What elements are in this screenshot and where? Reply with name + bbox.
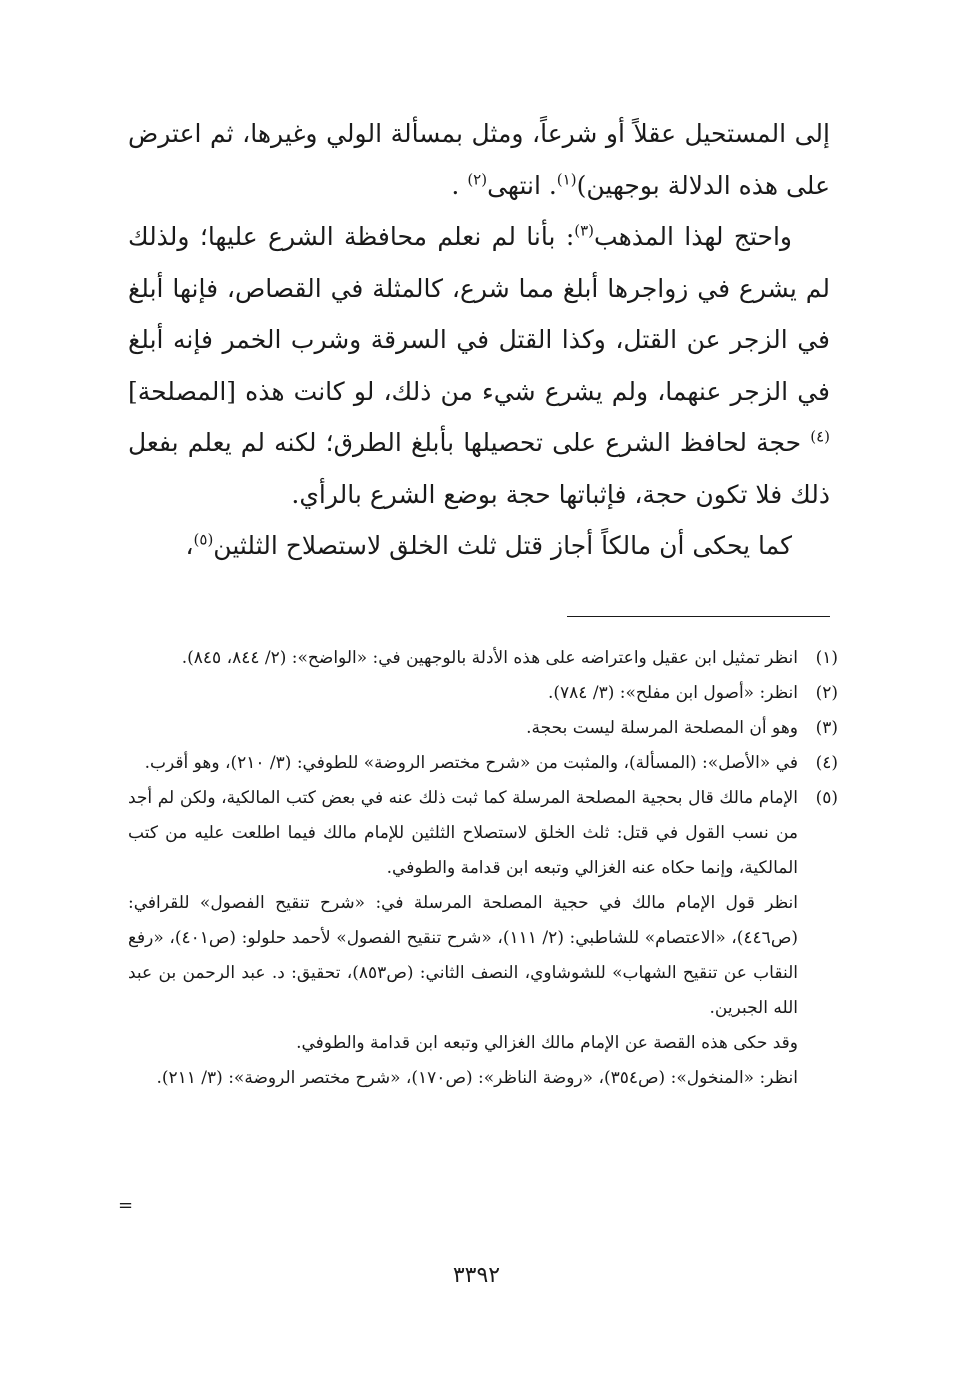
paragraph-3-start: كما يحكى أن مالكاً أجاز قتل ثلث الخلق لاستصلاح الثلثين (213, 531, 792, 560)
footnote-2 (128, 676, 838, 711)
footnote-ref-4[interactable]: (٤) (810, 427, 830, 446)
footnote-paragraph: انظر قول الإمام مالك في حجية المصلحة المرسلة في: «شرح تنقيح الفصول» للقرافي: (ص٤٤٦)، «الاعتصام» للشاطبي: (٢/ ١١١)، «شرح تنقيح الفصول» لأحمد حلولو: (ص٤٠١)، «رفع النقاب عن تنقيح الشهاب» للشوشاوي، النصف الثاني: (ص٨٥٣)، تحقيق: د. عبد الرحمن بن عبد الله الجبرين. (128, 893, 798, 1018)
footnote-divider (567, 616, 830, 617)
footnote-number: (٤) (815, 753, 838, 773)
footnote-text (128, 781, 798, 1096)
page-number: ٣٣٩٢ (452, 1263, 501, 1288)
footnote-text: وهو أن المصلحة المرسلة ليست بحجة. (526, 718, 798, 738)
paragraph-2-middle: : بأنا لم نعلم محافظة الشرع عليها؛ ولذلك لم يشرع في زواجرها أبلغ مما شرع، كالمثلة في القصاص، فإنها أبلغ في الزجر عن القتل، وكذا القتل في السرقة وشرب الخمر فإنه أبلغ في الزجر عنهما، ولم يشرع شيء من ذلك، لو كانت هذه [المصلحة] (128, 222, 831, 406)
footnote-1 (128, 641, 838, 676)
footnote-number: (٥) (815, 788, 838, 808)
paragraph-3 (128, 520, 830, 572)
footnote-3 (128, 711, 838, 746)
footnote-paragraph: وقد حكى هذه القصة عن الإمام مالك الغزالي وتبعه ابن قدامة والطوفي. (296, 1033, 798, 1053)
footnote-paragraph: الإمام مالك قال بحجية المصلحة المرسلة كما ثبت ذلك عنه في بعض كتب المالكية، ولكن لم أجد من نسب القول في قتل: ثلث الخلق لاستصلاح الثلثين للإمام مالك فيما اطلعت عليه من كتب المالكية، وإنما حكاه عنه الغزالي وتبعه ابن قدامة والطوفي. (128, 788, 798, 878)
paragraph-1-end: . (451, 170, 460, 200)
footnote-ref-5[interactable]: (٥) (193, 530, 214, 549)
paragraph-1 (128, 108, 830, 211)
paragraph-1-text: إلى المستحيل عقلاً أو شرعاً، ومثل بمسألة الولي وغيرها، ثم اعترض على هذه الدلالة بوجهين) (128, 119, 830, 200)
footnote-4 (128, 746, 838, 781)
footnote-text: انظر تمثيل ابن عقيل واعتراضه على هذه الأدلة بالوجهين في: «الواضح»: (٢/ ٨٤٤، ٨٤٥). (181, 648, 798, 668)
footnote-number: (٣) (815, 718, 838, 738)
continuation-mark: = (118, 1195, 134, 1216)
footnote-5 (128, 781, 838, 1096)
paragraph-2-end: حجة لحافظ الشرع على تحصيلها بأبلغ الطرق؛ لكنه لم يعلم بفعل ذلك فلا تكون حجة، فإثباتها حجة بوضع الشرع بالرأي. (128, 428, 830, 509)
footnote-number: (٢) (815, 683, 838, 703)
footnote-ref-3[interactable]: (٣) (574, 221, 595, 240)
paragraph-1-middle: . انتهى (487, 170, 557, 200)
footnote-number: (١) (815, 648, 838, 668)
paragraph-3-end: ، (185, 531, 194, 560)
main-text (128, 108, 830, 572)
footnote-ref-1[interactable]: (١) (556, 170, 577, 189)
footnotes-section (128, 641, 838, 1096)
paragraph-2-start: واحتج لهذا المذهب (594, 222, 792, 251)
footnote-paragraph: انظر: «المنخول»: (ص٣٥٤)، «روضة الناظر»: (ص١٧٠)، «شرح مختصر الروضة»: (٣/ ٢١١). (156, 1068, 798, 1088)
footnote-text: انظر: «أصول ابن مفلح»: (٣/ ٧٨٤). (547, 683, 798, 703)
footnote-ref-2[interactable]: (٢) (467, 170, 488, 189)
footnote-text: في «الأصل»: (المسألة)، والمثبت من «شرح مختصر الروضة» للطوفي: (٣/ ٢١٠)، وهو أقرب. (144, 753, 798, 773)
paragraph-2 (128, 211, 830, 520)
